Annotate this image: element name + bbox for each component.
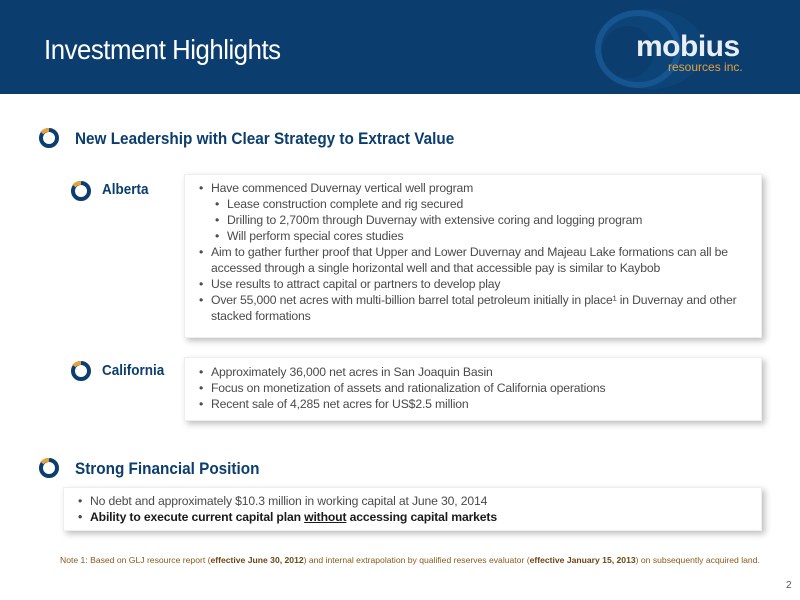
logo-subtitle: resources inc. bbox=[668, 60, 743, 74]
list-item: • Over 55,000 net acres with multi-billion barrel total petroleum initially in place¹ in Duvernay and other stacked formations bbox=[197, 292, 749, 324]
logo-wordmark: mobius bbox=[636, 30, 740, 63]
ring-logo-icon bbox=[70, 180, 92, 202]
list-item: • Approximately 36,000 net acres in San Joaquin Basin bbox=[197, 364, 749, 380]
california-box bbox=[184, 357, 762, 421]
list-item: • Focus on monetization of assets and rationalization of California operations bbox=[197, 380, 749, 396]
ring-logo-icon bbox=[70, 360, 92, 382]
footnote-text: ) on subsequently acquired land. bbox=[635, 555, 760, 565]
footnote-text: Note 1: Based on GLJ resource report ( bbox=[60, 555, 211, 565]
list-item: • Recent sale of 4,285 net acres for US$2.5 million bbox=[197, 396, 749, 412]
list-item bbox=[76, 509, 749, 525]
ring-logo-icon bbox=[38, 457, 60, 479]
region-label-alberta: Alberta bbox=[102, 181, 149, 198]
list-item: • Use results to attract capital or partners to develop play bbox=[197, 276, 749, 292]
header-banner bbox=[0, 0, 800, 94]
footnote bbox=[60, 553, 760, 567]
footnote-date: effective January 15, 2013 bbox=[529, 555, 636, 565]
ring-logo-icon bbox=[38, 127, 60, 149]
section-title-leadership: New Leadership with Clear Strategy to Extract Value bbox=[75, 129, 455, 148]
list-item: • Drilling to 2,700m through Duvernay with extensive coring and logging program bbox=[213, 212, 749, 228]
financial-box bbox=[63, 487, 762, 531]
page-title: Investment Highlights bbox=[44, 34, 281, 65]
list-item: • Have commenced Duvernay vertical well program bbox=[197, 180, 749, 196]
underlined-word: without bbox=[304, 510, 347, 524]
region-label-california: California bbox=[102, 362, 165, 379]
list-item: • Will perform special cores studies bbox=[213, 228, 749, 244]
section-title-financial: Strong Financial Position bbox=[75, 459, 260, 478]
footnote-text: ) and internal extrapolation by qualified reserves evaluator ( bbox=[303, 555, 530, 565]
list-item: • Lease construction complete and rig secured bbox=[213, 196, 749, 212]
footnote-date: effective June 30, 2012 bbox=[210, 555, 304, 565]
list-item-text: Ability to execute current capital plan bbox=[90, 510, 305, 524]
page-number: 2 bbox=[786, 580, 792, 591]
list-item: • No debt and approximately $10.3 million in working capital at June 30, 2014 bbox=[76, 493, 749, 509]
list-item: • Aim to gather further proof that Upper and Lower Duvernay and Majeau Lake formations can all be accessed through a single horizontal well and that accessible pay is similar to Kaybob bbox=[197, 244, 749, 276]
list-item-text: accessing capital markets bbox=[346, 510, 497, 524]
alberta-box bbox=[184, 174, 762, 338]
